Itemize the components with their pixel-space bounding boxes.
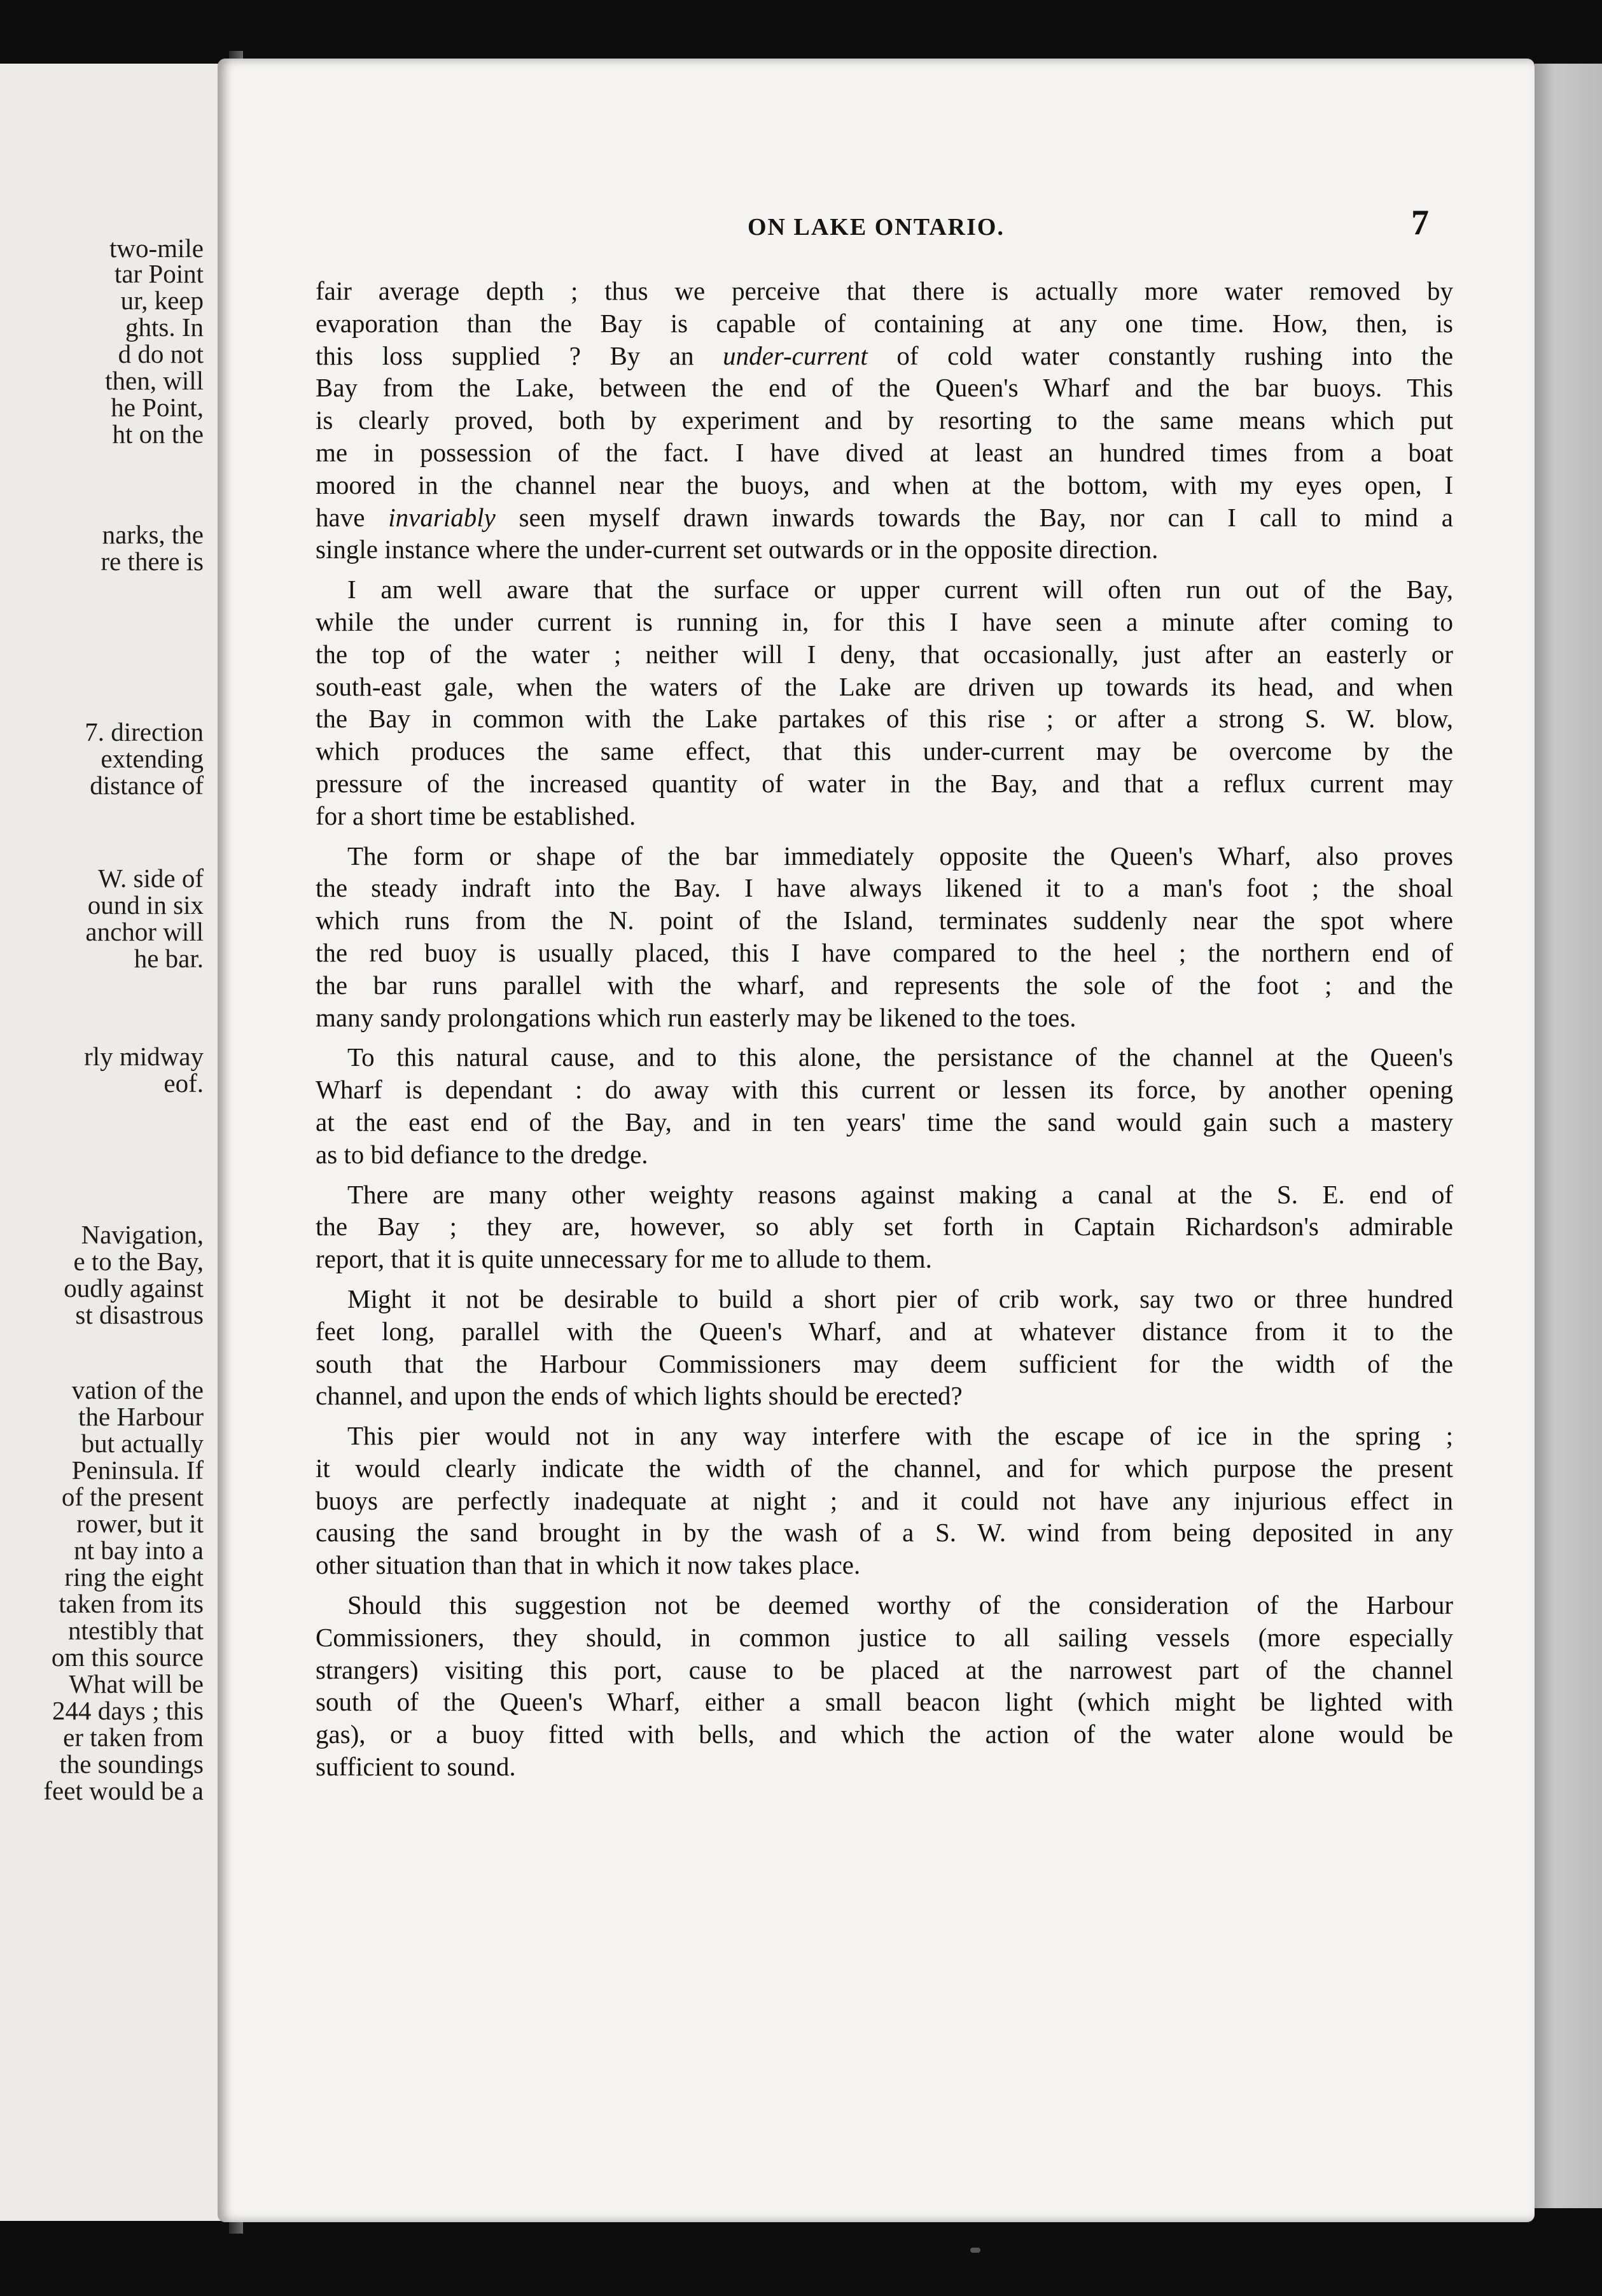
text-line: I am well aware that the surface or upper current will often run out of the Bay, bbox=[347, 575, 1453, 605]
facing-page-line: e to the Bay, bbox=[73, 1247, 204, 1276]
facing-page-line: the soundings bbox=[59, 1749, 204, 1779]
facing-page-line: rly midway bbox=[84, 1042, 204, 1071]
text-line: The form or shape of the bar immediately opposite the Queen's Wharf, also proves bbox=[347, 841, 1453, 871]
text-line: the steady indraft into the Bay. I have always likened it to a man's foot ; the shoal bbox=[316, 873, 1453, 903]
page-number: 7 bbox=[1411, 203, 1429, 242]
text-line: other situation than that in which it now takes place. bbox=[316, 1550, 861, 1580]
paragraph bbox=[316, 1179, 1453, 1275]
text-line: the Bay in common with the Lake partakes of this rise ; or after a strong S. W. blow, bbox=[316, 704, 1453, 734]
paragraph bbox=[316, 840, 1453, 1034]
text-line: Bay from the Lake, between the end of the Queen's Wharf and the bar buoys. This bbox=[316, 373, 1453, 403]
text-line: it would clearly indicate the width of the channel, and for which purpose the present bbox=[316, 1453, 1453, 1483]
facing-page-line: oudly against bbox=[64, 1273, 204, 1303]
paragraph bbox=[316, 1283, 1453, 1412]
text-line: report, that it is quite unnecessary for me to allude to them. bbox=[316, 1244, 932, 1274]
text-line: at the east end of the Bay, and in ten years' time the sand would gain such a mastery bbox=[316, 1107, 1453, 1137]
paragraph bbox=[316, 1420, 1453, 1581]
facing-page-line: nt bay into a bbox=[74, 1536, 204, 1565]
text-line: channel, and upon the ends of which lights should be erected? bbox=[316, 1381, 963, 1411]
text-line: south that the Harbour Commissioners may deem sufficient for the width of the bbox=[316, 1348, 1453, 1378]
text-line: feet long, parallel with the Queen's Wharf, and at whatever distance from it to the bbox=[316, 1316, 1453, 1346]
text-line: the Bay ; they are, however, so ably set forth in Captain Richardson's admirable bbox=[316, 1212, 1453, 1242]
text-line: causing the sand brought in by the wash of a S. W. wind from being deposited in any bbox=[316, 1518, 1453, 1548]
text-line: while the under current is running in, for this I have seen a minute after coming to bbox=[316, 606, 1453, 636]
text-line: me in possession of the fact. I have dived at least an hundred times from a boat bbox=[316, 437, 1453, 467]
text-line: the bar runs parallel with the wharf, and represents the sole of the foot ; and the bbox=[316, 970, 1453, 1000]
facing-page-line: st disastrous bbox=[75, 1300, 204, 1329]
text-line: as to bid defiance to the dredge. bbox=[316, 1139, 648, 1169]
text-line: Should this suggestion not be deemed worthy of the consideration of the Harbour bbox=[347, 1590, 1453, 1620]
facing-page-line: narks, the bbox=[102, 520, 204, 549]
facing-page-line: 244 days ; this bbox=[52, 1696, 204, 1725]
text-line: the red buoy is usually placed, this I have compared to the heel ; the northern end of bbox=[316, 937, 1453, 967]
facing-page-line: two-mile bbox=[109, 234, 204, 263]
running-header: ON LAKE ONTARIO. bbox=[748, 214, 1005, 241]
facing-page-line: W. side of bbox=[98, 864, 204, 893]
text-line: strangers) visiting this port, cause to be placed at the narrowest part of the channel bbox=[316, 1655, 1453, 1684]
paragraph bbox=[316, 275, 1453, 566]
text-line: this loss supplied ? By an under-current of cold water constantly rushing into the bbox=[316, 340, 1453, 370]
text-line: south-east gale, when the waters of the Lake are driven up towards its head, and when bbox=[316, 671, 1453, 701]
text-line: evaporation than the Bay is capable of containing at any one time. How, then, is bbox=[316, 308, 1453, 338]
print-speck bbox=[970, 2248, 980, 2253]
text-line: fair average depth ; thus we perceive that there is actually more water removed by bbox=[316, 276, 1453, 305]
text-line: single instance where the under-current set outwards or in the opposite direction. bbox=[316, 535, 1159, 564]
text-line: Might it not be desirable to build a short pier of crib work, say two or three hundred bbox=[347, 1284, 1453, 1313]
facing-page-line: Peninsula. If bbox=[71, 1455, 204, 1485]
text-line: which produces the same effect, that this under-current may be overcome by the bbox=[316, 736, 1453, 766]
facing-page-line: ghts. In bbox=[125, 312, 204, 342]
facing-page-line: vation of the bbox=[71, 1375, 204, 1404]
text-line: sufficient to sound. bbox=[316, 1752, 516, 1782]
text-line: is clearly proved, both by experiment and by resorting to the same means which put bbox=[316, 405, 1453, 435]
facing-page-line: eof. bbox=[164, 1068, 204, 1098]
facing-page-line: d do not bbox=[118, 339, 204, 368]
facing-page-line: re there is bbox=[101, 547, 204, 576]
facing-page-line: distance of bbox=[90, 771, 204, 800]
facing-page-line: 7. direction bbox=[85, 717, 204, 746]
facing-page-line: ntestibly that bbox=[68, 1616, 204, 1645]
facing-page-line: What will be bbox=[69, 1669, 204, 1698]
text-line: Commissioners, they should, in common justice to all sailing vessels (more especially bbox=[316, 1622, 1453, 1652]
facing-page-line: ring the eight bbox=[64, 1562, 204, 1592]
text-line: have invariably seen myself drawn inwards towards the Bay, nor can I call to mind a bbox=[316, 502, 1453, 532]
text-line: gas), or a buoy fitted with bells, and which the action of the water alone would be bbox=[316, 1719, 1453, 1749]
text-line: There are many other weighty reasons against making a canal at the S. E. end of bbox=[347, 1179, 1453, 1209]
text-line: the top of the water ; neither will I deny, that occasionally, just after an easterly or bbox=[316, 639, 1453, 669]
text-line: which runs from the N. point of the Island, terminates suddenly near the spot where bbox=[316, 906, 1453, 935]
facing-page-line: he Point, bbox=[111, 393, 204, 422]
facing-page-line: ht on the bbox=[112, 419, 204, 449]
text-line: pressure of the increased quantity of water in the Bay, and that a reflux current may bbox=[316, 768, 1453, 798]
facing-page-fragment bbox=[0, 64, 229, 2221]
facing-page-line: but actually bbox=[81, 1429, 204, 1458]
paragraph bbox=[316, 1589, 1453, 1783]
facing-page-line: er taken from bbox=[63, 1723, 204, 1752]
text-line: To this natural cause, and to this alone, the persistance of the channel at the Queen's bbox=[347, 1042, 1453, 1072]
facing-page-line: tar Point bbox=[114, 259, 204, 288]
facing-page-line: om this source bbox=[51, 1642, 204, 1672]
facing-page-line: taken from its bbox=[59, 1589, 204, 1618]
facing-page-line: anchor will bbox=[85, 917, 204, 946]
text-line: moored in the channel near the buoys, and when at the bottom, with my eyes open, I bbox=[316, 470, 1453, 500]
paragraph bbox=[316, 1041, 1453, 1170]
facing-page-line: then, will bbox=[105, 366, 204, 395]
facing-page-line: Navigation, bbox=[81, 1220, 204, 1249]
text-line: many sandy prolongations which run easterly may be likened to the toes. bbox=[316, 1002, 1076, 1032]
facing-page-line: he bar. bbox=[134, 944, 204, 973]
facing-page-line: rower, but it bbox=[76, 1509, 204, 1538]
facing-page-line: of the present bbox=[61, 1482, 204, 1511]
facing-page-line: ound in six bbox=[87, 890, 204, 920]
text-line: buoys are perfectly inadequate at night ; and it could not have any injurious effect in bbox=[316, 1485, 1453, 1515]
paragraph bbox=[316, 573, 1453, 832]
text-line: Wharf is dependant : do away with this current or lessen its force, by another opening bbox=[316, 1075, 1453, 1105]
facing-page-line: the Harbour bbox=[78, 1402, 204, 1431]
text-line: south of the Queen's Wharf, either a small beacon light (which might be lighted with bbox=[316, 1687, 1453, 1717]
page-edge bbox=[1535, 64, 1602, 2208]
facing-page-line: feet would be a bbox=[43, 1776, 204, 1805]
text-line: for a short time be established. bbox=[316, 801, 636, 830]
facing-page-line: extending bbox=[101, 744, 204, 773]
page-body-text bbox=[316, 275, 1453, 1783]
facing-page-line: ur, keep bbox=[120, 286, 204, 315]
text-line: This pier would not in any way interfere with the escape of ice in the spring ; bbox=[347, 1421, 1453, 1451]
